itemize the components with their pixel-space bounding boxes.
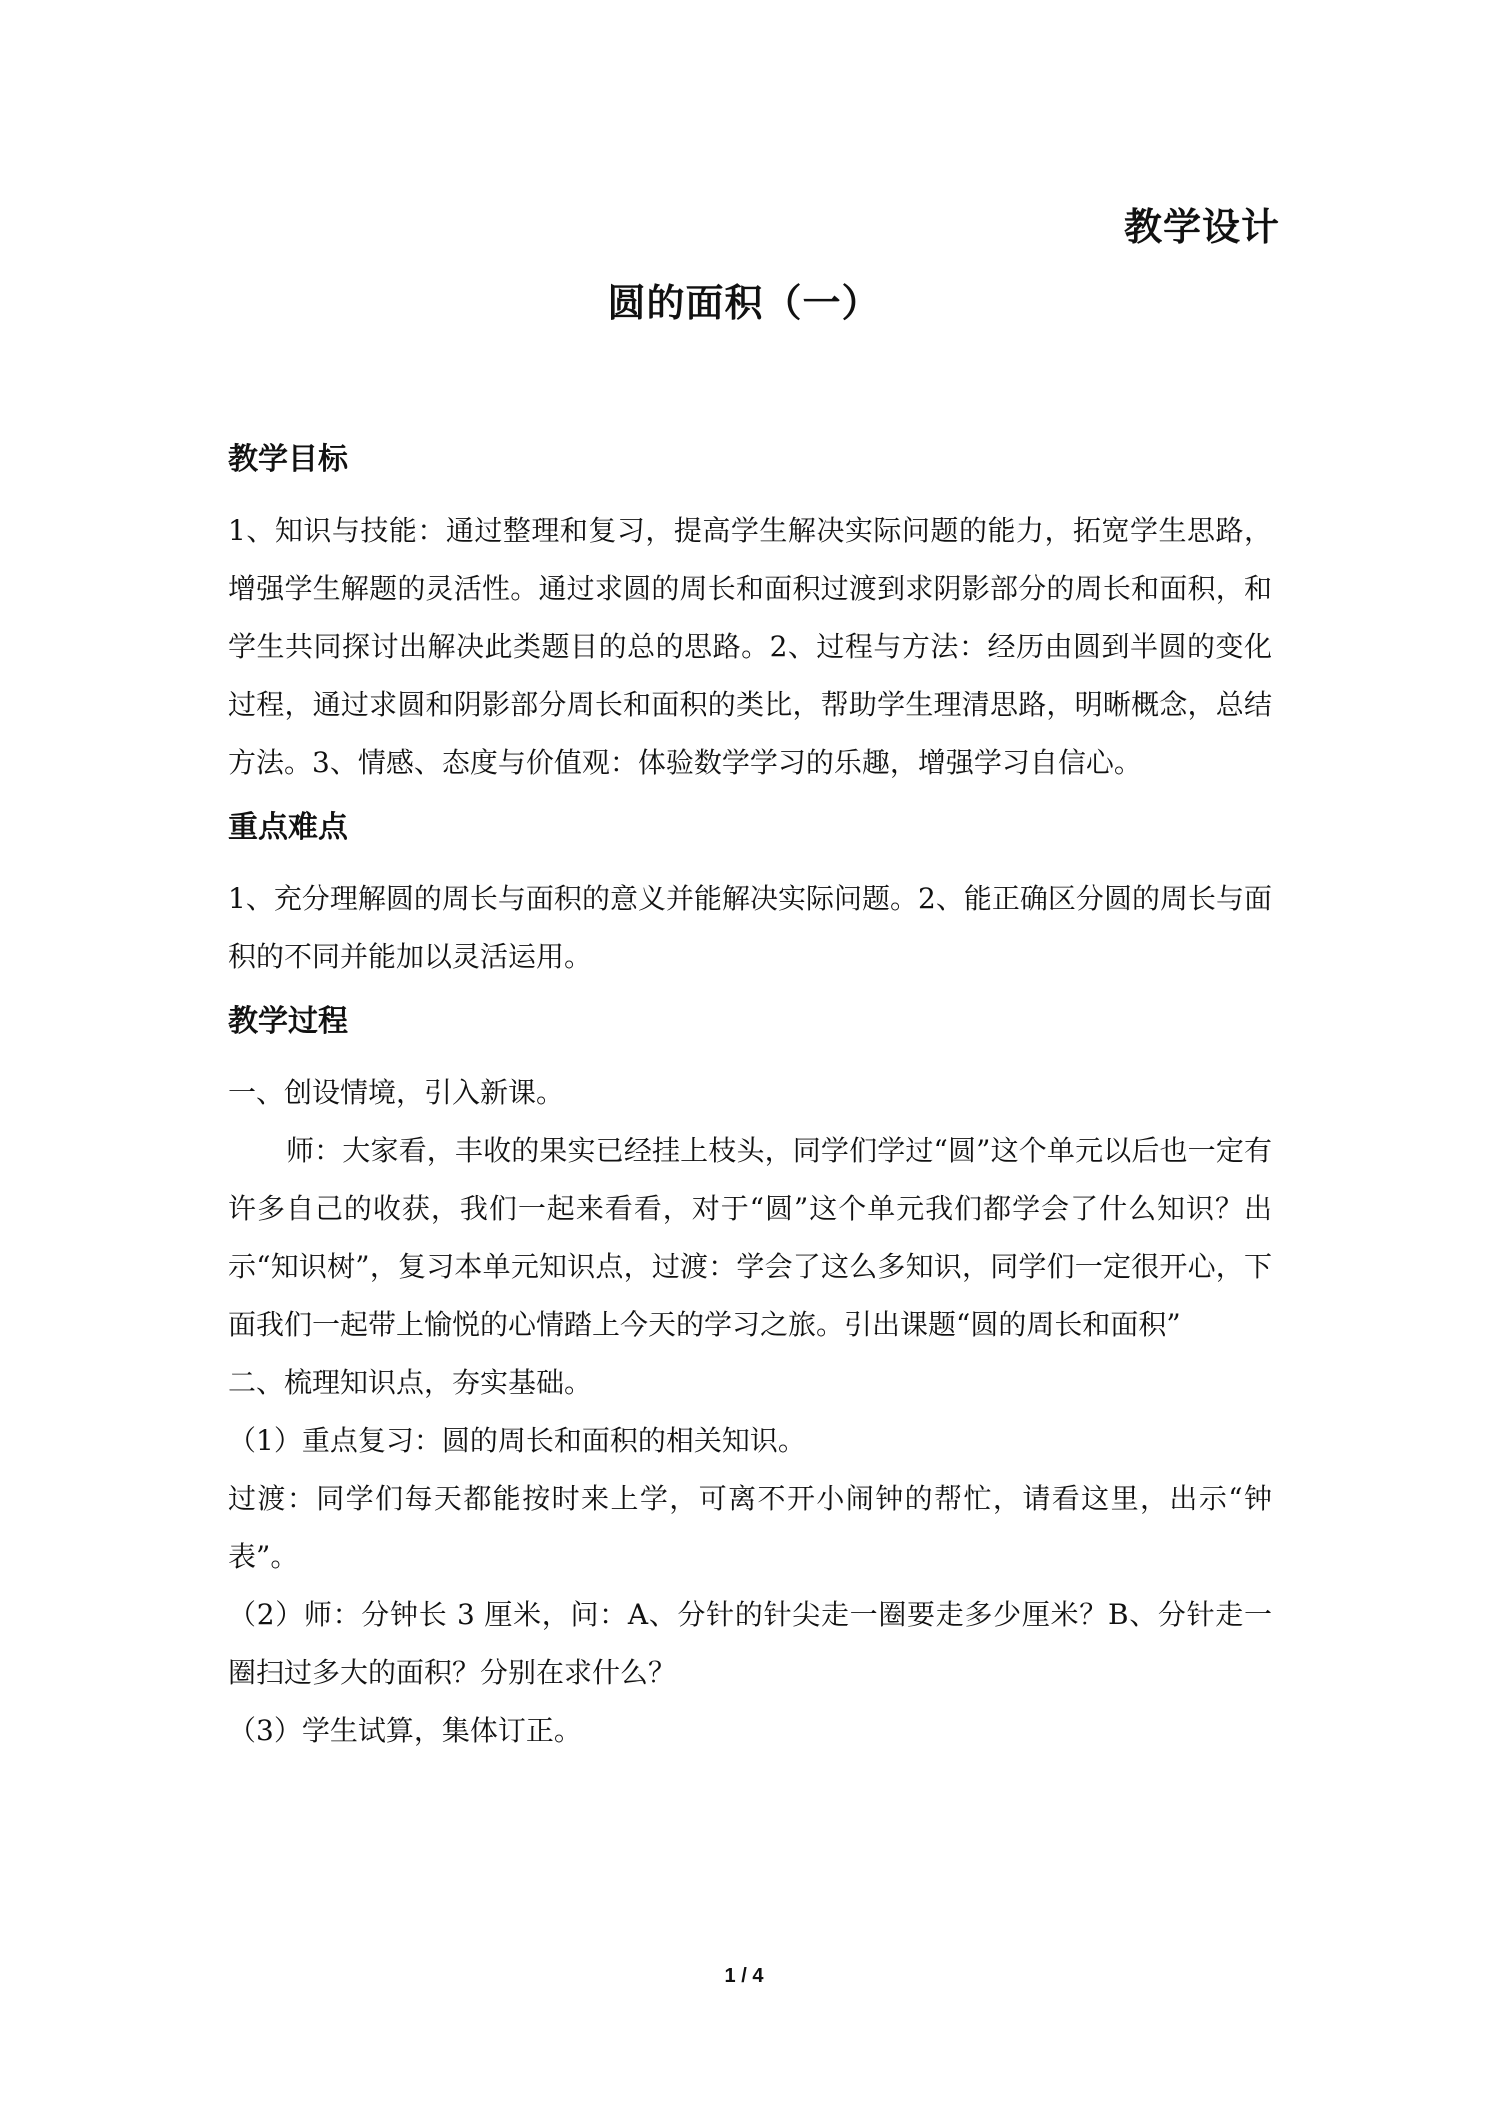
process-question-2: （2）师：分钟长 3 厘米，问：A、分针的针尖走一圈要走多少厘米？B、分针走一圈扫过多大的面积？分别在求什么？	[228, 1598, 1272, 1689]
document-body	[228, 438, 1272, 1760]
key-points-paragraph: 1、充分理解圆的周长与面积的意义并能解决实际问题。2、能正确区分圆的周长与面积的不同并能加以灵活运用。	[228, 882, 1272, 973]
process-step-2: 二、梳理知识点，夯实基础。	[228, 1366, 593, 1399]
process-step-3: （3）学生试算，集体订正。	[228, 1714, 582, 1747]
process-transition: 过渡：同学们每天都能按时来上学，可离不开小闹钟的帮忙，请看这里，出示“钟表”。	[228, 1482, 1272, 1573]
page-indicator: 1 / 4	[724, 1965, 764, 1987]
document-label: 教学设计	[1123, 207, 1280, 249]
page-title: 圆的面积（一）	[607, 283, 881, 325]
section-heading-key-points: 重点难点	[228, 811, 348, 844]
process-step-1: 一、创设情境，引入新课。	[228, 1076, 565, 1109]
section-heading-objectives: 教学目标	[228, 443, 348, 476]
process-teacher-intro: 师：大家看，丰收的果实已经挂上枝头，同学们学过“圆”这个单元以后也一定有许多自己的收获，我们一起来看看，对于“圆”这个单元我们都学会了什么知识？出示“知识树”，复习本单元知识点，过渡：学会了这么多知识，同学们一定很开心，下面我们一起带上愉悦的心情踏上今天的学习之旅。引出课题“圆的周长和面积”	[228, 1134, 1272, 1341]
section-heading-process: 教学过程	[228, 1005, 348, 1038]
objectives-paragraph: 1、知识与技能：通过整理和复习，提高学生解决实际问题的能力，拓宽学生思路，增强学生解题的灵活性。通过求圆的周长和面积过渡到求阴影部分的周长和面积，和学生共同探讨出解决此类题目的总的思路。2、过程与方法：经历由圆到半圆的变化过程，通过求圆和阴影部分周长和面积的类比，帮助学生理清思路，明晰概念，总结方法。3、情感、态度与价值观：体验数学学习的乐趣，增强学习自信心。	[228, 514, 1272, 779]
process-review-1: （1）重点复习：圆的周长和面积的相关知识。	[228, 1424, 806, 1457]
